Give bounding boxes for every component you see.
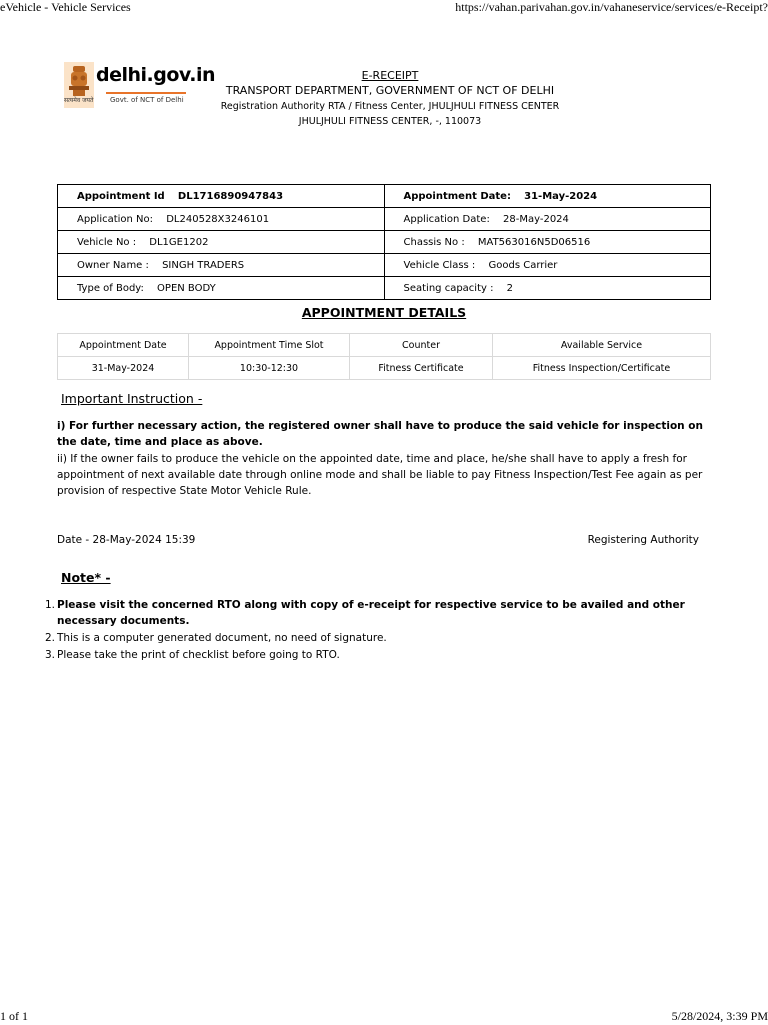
list-number: 1. [45, 599, 56, 611]
vehicle-class-cell [384, 254, 711, 277]
column-header: Appointment Time Slot [189, 334, 350, 357]
appointment-id-label: Appointment Id [77, 190, 165, 202]
application-date-label: Application Date: [403, 213, 490, 225]
body-type-value: OPEN BODY [157, 282, 216, 294]
logo-underline [106, 92, 186, 94]
print-timestamp: 5/28/2024, 3:39 PM [671, 1009, 768, 1023]
vehicle-class-label: Vehicle Class : [403, 259, 476, 271]
chassis-no-cell [384, 231, 711, 254]
receipt-title: E-RECEIPT [361, 69, 419, 82]
application-date-cell [384, 208, 711, 231]
notes-list [45, 598, 707, 665]
seating-capacity-cell [384, 277, 711, 300]
seating-capacity-label: Seating capacity : [403, 282, 494, 294]
owner-name-value: SINGH TRADERS [162, 259, 245, 271]
appointment-date-value: 31-May-2024 [524, 190, 598, 202]
list-item [45, 598, 707, 629]
list-number: 3. [45, 648, 56, 661]
application-date-value: 28-May-2024 [503, 213, 569, 225]
site-name: delhi.gov.in [96, 64, 216, 86]
logo-motto: सत्यमेव जयते [64, 97, 94, 104]
table-row [58, 231, 711, 254]
important-instruction-title: Important Instruction - [61, 391, 203, 406]
print-footer [0, 1009, 768, 1025]
vehicle-no-label: Vehicle No : [77, 236, 137, 248]
appointment-details-title: APPOINTMENT DETAILS [301, 305, 467, 320]
note-text: This is a computer generated document, no need of signature. [57, 631, 387, 644]
owner-name-cell [58, 254, 385, 277]
instruction-ii: ii) If the owner fails to produce the vehicle on the appointed date, time and place, he/she shall have to apply a fresh for appointment of next available date through online mode and shall be liable to pay Fitness Inspection/Test Fee again as per provision of respective State Motor Vehicle Rule. [57, 452, 703, 498]
column-header: Counter [350, 334, 493, 357]
table-cell: 10:30-12:30 [189, 357, 350, 380]
receipt-date: Date - 28-May-2024 15:39 [57, 534, 196, 546]
appointment-id-cell [58, 185, 385, 208]
vehicle-no-value: DL1GE1202 [149, 236, 209, 248]
appointment-date-label: Appointment Date: [403, 190, 511, 202]
column-header: Available Service [493, 334, 711, 357]
body-type-label: Type of Body: [77, 282, 144, 294]
logo-govt-text: Govt. of NCT of Delhi [110, 96, 184, 104]
appointment-details-table [57, 333, 711, 380]
appointment-info-table [57, 184, 711, 300]
table-cell: Fitness Certificate [350, 357, 493, 380]
chassis-no-value: MAT563016N5D06516 [477, 236, 591, 248]
note-text: Please take the print of checklist before going to RTO. [57, 648, 340, 661]
list-item [45, 648, 707, 664]
note-title: Note* - [61, 570, 111, 585]
table-header-row [58, 334, 711, 357]
instruction-i: i) For further necessary action, the registered owner shall have to produce the said vehicle for inspection on the date, time and place as above. [57, 420, 703, 449]
print-page-title: eVehicle - Vehicle Services [0, 0, 131, 14]
print-header [0, 0, 768, 16]
body-type-cell [58, 277, 385, 300]
table-row [58, 357, 711, 380]
table-row [58, 208, 711, 231]
instructions-text [57, 418, 717, 499]
seating-capacity-value: 2 [506, 282, 514, 294]
receipt-header [200, 68, 580, 129]
page-count: 1 of 1 [0, 1009, 28, 1023]
application-no-value: DL240528X3246101 [166, 213, 270, 225]
registration-authority: Registration Authority RTA / Fitness Center, JHULJHULI FITNESS CENTER [220, 101, 560, 112]
registering-authority: Registering Authority [587, 534, 699, 546]
appointment-date-cell [384, 185, 711, 208]
chassis-no-label: Chassis No : [403, 236, 465, 248]
delhi-gov-logo [62, 62, 216, 108]
owner-name-label: Owner Name : [77, 259, 149, 271]
list-number: 2. [45, 631, 56, 644]
table-cell: 31-May-2024 [58, 357, 189, 380]
application-no-label: Application No: [77, 213, 154, 225]
column-header: Appointment Date [58, 334, 189, 357]
appointment-id-value: DL1716890947843 [177, 190, 284, 202]
vehicle-class-value: Goods Carrier [488, 259, 558, 271]
note-text: Please visit the concerned RTO along with copy of e-receipt for respective service to be availed and other necessary documents. [57, 599, 685, 627]
table-cell: Fitness Inspection/Certificate [493, 357, 711, 380]
application-no-cell [58, 208, 385, 231]
print-page-url: https://vahan.parivahan.gov.in/vahaneservice/services/e-Receipt? [455, 0, 768, 14]
vehicle-no-cell [58, 231, 385, 254]
table-row [58, 185, 711, 208]
table-row [58, 254, 711, 277]
department-name: TRANSPORT DEPARTMENT, GOVERNMENT OF NCT OF DELHI [225, 84, 555, 97]
center-address: JHULJHULI FITNESS CENTER, -, 110073 [298, 116, 482, 127]
list-item [45, 631, 707, 647]
table-row [58, 277, 711, 300]
